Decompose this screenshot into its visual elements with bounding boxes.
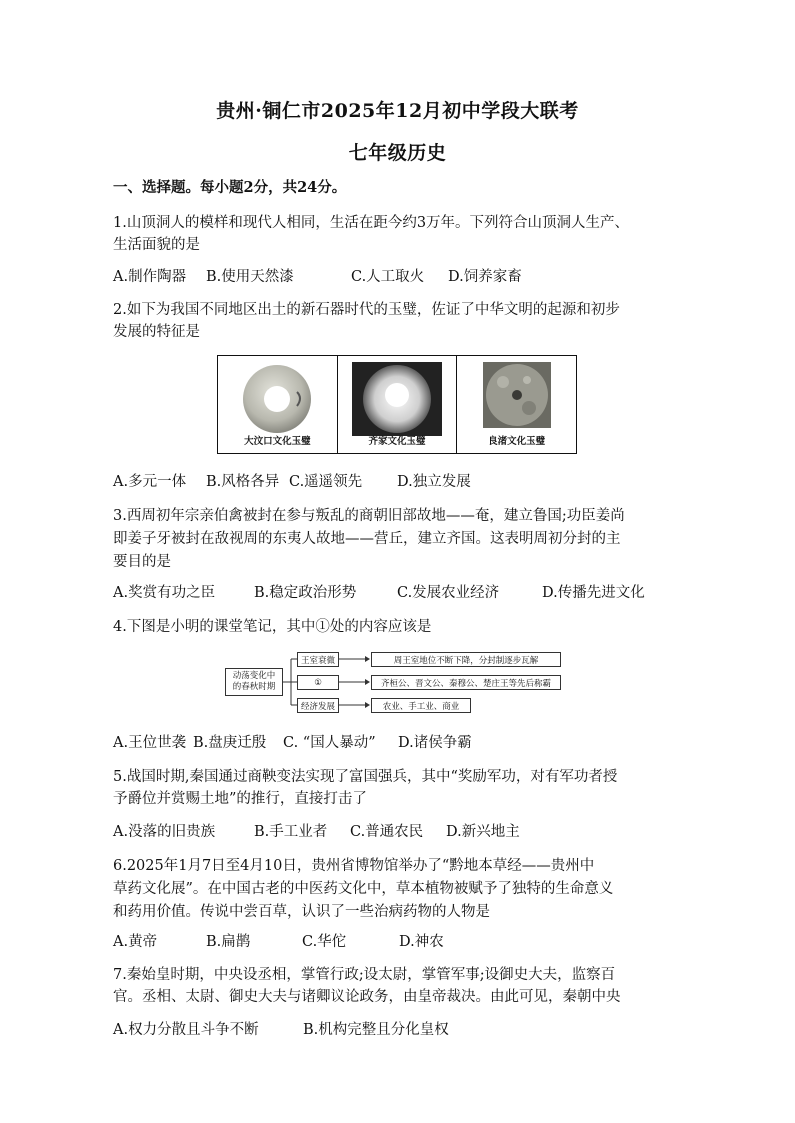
q5-option-a[interactable]: A.没落的旧贵族: [113, 824, 216, 840]
exam-subtitle: 七年级历史: [348, 142, 447, 164]
q6-option-c[interactable]: C.华佗: [302, 934, 347, 950]
q7-stem-line2: 官。丞相、太尉、御史大夫与诸卿议论政务，由皇帝裁决。由此可见，秦朝中央: [113, 989, 621, 1005]
q4-option-d[interactable]: D.诸侯争霸: [398, 735, 472, 751]
q7-option-b[interactable]: B.机构完整且分化皇权: [303, 1022, 449, 1038]
q1-option-c[interactable]: C.人工取火: [351, 269, 425, 285]
notes-branch-2: ①: [297, 675, 339, 690]
q2-option-c[interactable]: C.遥遥领先: [289, 474, 363, 490]
q3-stem-line3: 要目的是: [113, 554, 171, 570]
q1-stem-line1: 1.山顶洞人的模样和现代人相同，生活在距今约3万年。下列符合山顶洞人生产、: [113, 215, 630, 231]
q3-option-d[interactable]: D.传播先进文化: [542, 585, 645, 601]
q2-stem-line1: 2.如下为我国不同地区出土的新石器时代的玉璧，佐证了中华文明的起源和初步: [113, 302, 620, 318]
q1-option-b[interactable]: B.使用天然漆: [206, 269, 294, 285]
section-heading: 一、选择题。每小题2分，共24分。: [113, 179, 347, 196]
jade-caption-dawenkou: 大汶口文化玉璧: [244, 436, 311, 447]
jade-caption-liangzhu: 良渚文化玉璧: [488, 436, 546, 447]
q3-option-a[interactable]: A.奖赏有功之臣: [113, 585, 216, 601]
class-notes-diagram: [225, 646, 565, 718]
jade-cell-qijia: [338, 356, 458, 453]
q5-stem-line2: 予爵位并赏赐土地”的推行，直接打击了: [113, 791, 367, 807]
q7-stem-line1: 7.秦始皇时期，中央设丞相，掌管行政;设太尉，掌管军事;设御史大夫，监察百: [113, 967, 616, 983]
notes-branch-1: 王室衰微: [297, 652, 339, 667]
exam-title: 贵州·铜仁市2025年12月初中学段大联考: [216, 100, 579, 122]
q3-option-c[interactable]: C.发展农业经济: [397, 585, 500, 601]
q4-option-a[interactable]: A.王位世袭: [113, 735, 187, 751]
q6-option-a[interactable]: A.黄帝: [113, 934, 158, 950]
q6-option-d[interactable]: D.神农: [399, 934, 444, 950]
q2-option-b[interactable]: B.风格各异: [206, 474, 280, 490]
q2-option-a[interactable]: A.多元一体: [113, 474, 187, 490]
q7-option-a[interactable]: A.权力分散且斗争不断: [113, 1022, 259, 1038]
q1-option-a[interactable]: A.制作陶器: [113, 269, 187, 285]
q2-stem-line2: 发展的特征是: [113, 324, 200, 340]
q6-stem-line2: 草药文化展”。在中国古老的中医药文化中，草本植物被赋予了独特的生命意义: [113, 881, 614, 897]
jade-disc-qijia-image: [352, 362, 442, 436]
q6-option-b[interactable]: B.扁鹊: [206, 934, 251, 950]
q5-option-d[interactable]: D.新兴地主: [446, 824, 520, 840]
q5-stem-line1: 5.战国时期,秦国通过商鞅变法实现了富国强兵，其中“奖励军功，对有军功者授: [113, 769, 618, 785]
q4-stem-line1: 4.下图是小明的课堂笔记，其中①处的内容应该是: [113, 619, 432, 635]
notes-root-box: 动荡变化中的春秋时期: [225, 668, 283, 696]
q6-stem-line1: 6.2025年1月7日至4月10日，贵州省博物馆举办了“黔地本草经——贵州中: [113, 858, 595, 874]
q5-option-b[interactable]: B.手工业者: [254, 824, 328, 840]
jade-cell-liangzhu: [457, 356, 576, 453]
q1-stem-line2: 生活面貌的是: [113, 237, 200, 253]
jade-disc-liangzhu-image: [483, 362, 551, 428]
jade-cell-dawenkou: [218, 356, 338, 453]
q1-option-d[interactable]: D.饲养家畜: [448, 269, 522, 285]
q5-option-c[interactable]: C.普通农民: [350, 824, 424, 840]
q3-stem-line2: 即姜子牙被封在敌视周的东夷人故地——营丘，建立齐国。这表明周初分封的主: [113, 531, 621, 547]
q3-option-b[interactable]: B.稳定政治形势: [254, 585, 357, 601]
q2-option-d[interactable]: D.独立发展: [397, 474, 471, 490]
jade-caption-qijia: 齐家文化玉璧: [368, 436, 426, 447]
q4-option-c[interactable]: C. “国人暴动”: [283, 735, 376, 751]
notes-detail-3: 农业、手工业、商业: [371, 698, 471, 713]
jade-disc-dawenkou-image: [237, 362, 317, 436]
jade-disc-figure: [217, 355, 577, 454]
notes-detail-1: 周王室地位不断下降，分封制逐步瓦解: [371, 652, 561, 667]
q6-stem-line3: 和药用价值。传说中尝百草，认识了一些治病药物的人物是: [113, 904, 490, 920]
q3-stem-line1: 3.西周初年宗亲伯禽被封在参与叛乱的商朝旧部故地——奄，建立鲁国;功臣姜尚: [113, 508, 625, 524]
notes-detail-2: 齐桓公、晋文公、秦穆公、楚庄王等先后称霸: [371, 675, 561, 690]
q4-option-b[interactable]: B.盘庚迁殷: [193, 735, 267, 751]
notes-branch-3: 经济发展: [297, 698, 339, 713]
